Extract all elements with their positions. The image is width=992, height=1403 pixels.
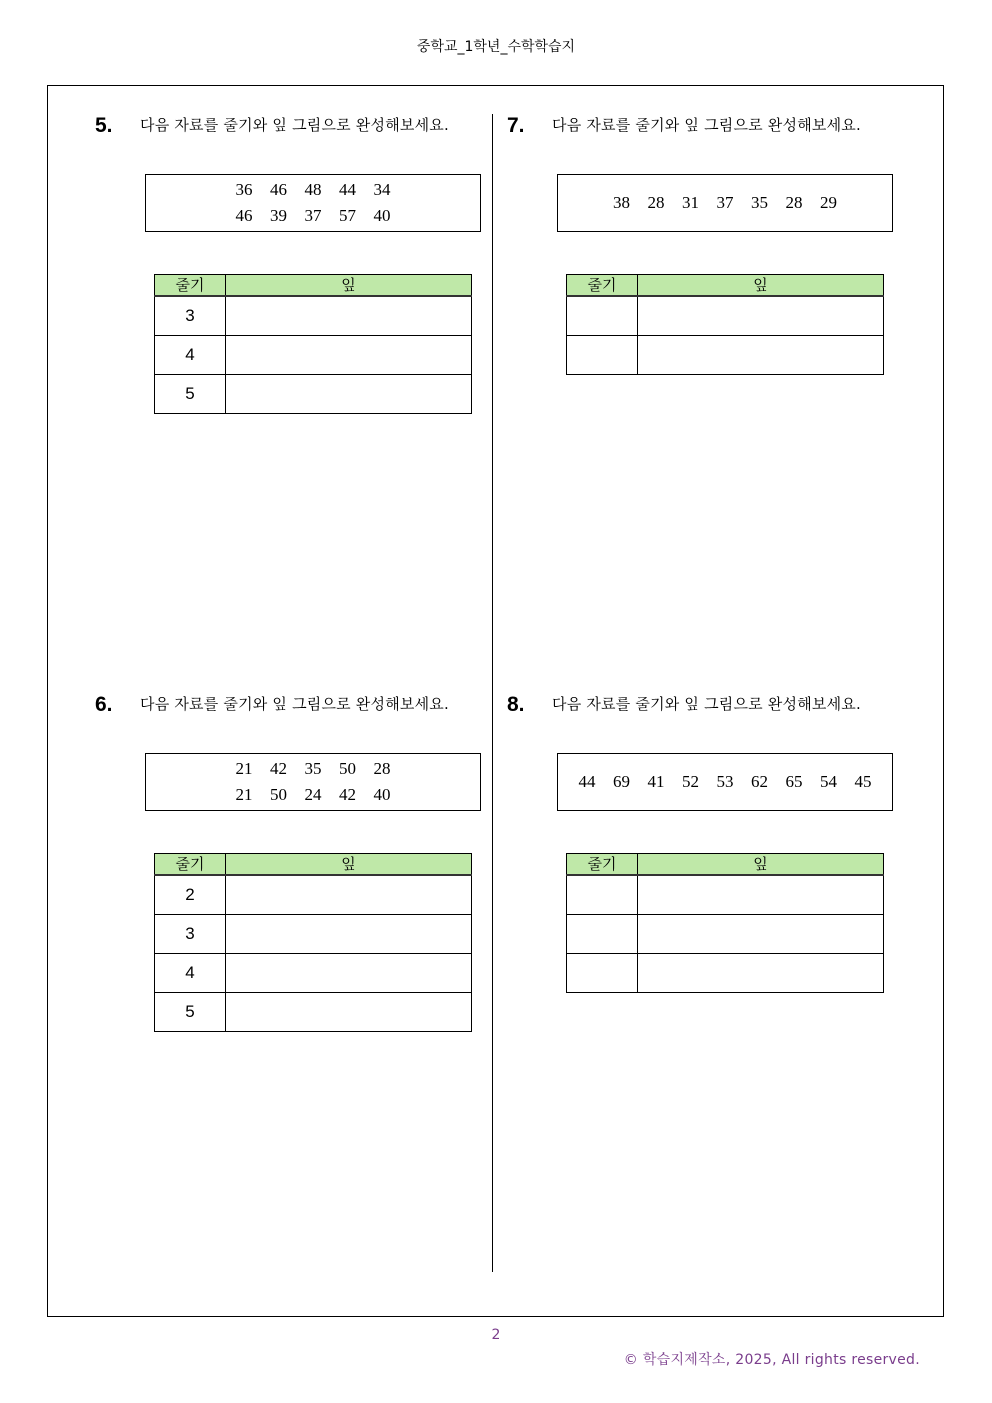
data-value: 36 (235, 180, 253, 199)
data-value: 48 (304, 180, 322, 199)
stem-cell: 4 (155, 336, 226, 375)
data-value: 38 (613, 193, 630, 212)
problem-7 (507, 114, 907, 514)
data-row (570, 769, 881, 795)
stem-leaf-table (154, 274, 472, 414)
stem-leaf-table (566, 853, 884, 993)
data-value: 41 (647, 772, 665, 791)
table-row (155, 993, 472, 1032)
stem-cell: 3 (155, 296, 226, 336)
data-value: 28 (785, 193, 803, 212)
leaf-cell[interactable] (638, 875, 884, 915)
data-value: 28 (647, 193, 665, 212)
document-header: 중학교_1학년_수학학습지 (416, 39, 576, 55)
problem-instruction: 다음 자료를 줄기와 잎 그림으로 완성해보세요. (552, 116, 861, 134)
data-value: 54 (820, 772, 837, 791)
leaf-cell[interactable] (638, 915, 884, 954)
data-value: 42 (270, 759, 287, 778)
table-row (155, 336, 472, 375)
table-row (155, 296, 472, 336)
stem-leaf-table (154, 853, 472, 1032)
stem-cell: 5 (155, 375, 226, 414)
table-row (567, 875, 884, 915)
stem-cell[interactable] (567, 296, 638, 336)
data-value: 35 (751, 193, 768, 212)
problem-instruction: 다음 자료를 줄기와 잎 그림으로 완성해보세요. (552, 695, 861, 713)
leaf-cell[interactable] (638, 336, 884, 375)
stem-cell: 2 (155, 875, 226, 915)
stem-header: 줄기 (567, 854, 638, 876)
leaf-cell[interactable] (638, 296, 884, 336)
data-value: 45 (854, 772, 872, 791)
stem-header: 줄기 (155, 854, 226, 876)
problem-instruction: 다음 자료를 줄기와 잎 그림으로 완성해보세요. (140, 695, 449, 713)
stem-cell: 3 (155, 915, 226, 954)
data-value: 21 (235, 785, 253, 804)
leaf-cell[interactable] (226, 954, 472, 993)
leaf-cell[interactable] (226, 875, 472, 915)
problem-5 (95, 114, 495, 514)
data-value: 40 (373, 785, 391, 804)
stem-cell: 4 (155, 954, 226, 993)
problem-6 (95, 693, 495, 1093)
data-box (557, 174, 893, 232)
table-row (567, 915, 884, 954)
table-row (567, 336, 884, 375)
data-value: 50 (339, 759, 356, 778)
data-value: 40 (373, 206, 391, 225)
data-box (145, 753, 481, 811)
leaf-cell[interactable] (226, 915, 472, 954)
data-value: 62 (751, 772, 768, 791)
table-row (155, 954, 472, 993)
data-value: 28 (373, 759, 391, 778)
data-value: 21 (235, 759, 253, 778)
stem-header: 줄기 (155, 275, 226, 297)
table-row (155, 915, 472, 954)
stem-header: 줄기 (567, 275, 638, 297)
data-value: 44 (578, 772, 596, 791)
data-row (227, 177, 400, 203)
leaf-header: 잎 (638, 854, 884, 876)
problem-instruction: 다음 자료를 줄기와 잎 그림으로 완성해보세요. (140, 116, 449, 134)
data-row (604, 190, 846, 216)
problem-number: 7. (507, 114, 525, 137)
data-value: 50 (270, 785, 287, 804)
data-row (227, 203, 400, 229)
data-value: 31 (682, 193, 699, 212)
problem-number: 8. (507, 693, 525, 716)
leaf-cell[interactable] (226, 336, 472, 375)
data-value: 69 (613, 772, 630, 791)
leaf-header: 잎 (226, 275, 472, 297)
table-row (567, 954, 884, 993)
data-value: 65 (785, 772, 803, 791)
leaf-cell[interactable] (226, 993, 472, 1032)
stem-cell[interactable] (567, 915, 638, 954)
problem-8 (507, 693, 907, 1093)
data-box (557, 753, 893, 811)
problem-number: 5. (95, 114, 113, 137)
data-box (145, 174, 481, 232)
data-value: 53 (716, 772, 734, 791)
problem-number: 6. (95, 693, 113, 716)
data-value: 37 (716, 193, 734, 212)
leaf-header: 잎 (226, 854, 472, 876)
table-row (155, 875, 472, 915)
data-value: 57 (339, 206, 356, 225)
stem-cell: 5 (155, 993, 226, 1032)
leaf-header: 잎 (638, 275, 884, 297)
data-value: 24 (304, 785, 322, 804)
copyright-notice: © 학습지제작소, 2025, All rights reserved. (623, 1352, 920, 1368)
stem-cell[interactable] (567, 336, 638, 375)
data-value: 46 (235, 206, 253, 225)
leaf-cell[interactable] (226, 375, 472, 414)
stem-leaf-table (566, 274, 884, 375)
stem-cell[interactable] (567, 875, 638, 915)
data-value: 39 (270, 206, 287, 225)
data-value: 29 (820, 193, 837, 212)
leaf-cell[interactable] (638, 954, 884, 993)
page-number: 2 (491, 1327, 501, 1343)
data-value: 44 (339, 180, 356, 199)
data-value: 35 (304, 759, 322, 778)
leaf-cell[interactable] (226, 296, 472, 336)
data-row (227, 782, 400, 808)
stem-cell[interactable] (567, 954, 638, 993)
table-row (567, 296, 884, 336)
data-value: 34 (373, 180, 391, 199)
data-value: 52 (682, 772, 699, 791)
data-row (227, 756, 400, 782)
table-row (155, 375, 472, 414)
data-value: 46 (270, 180, 287, 199)
data-value: 37 (304, 206, 322, 225)
data-value: 42 (339, 785, 356, 804)
